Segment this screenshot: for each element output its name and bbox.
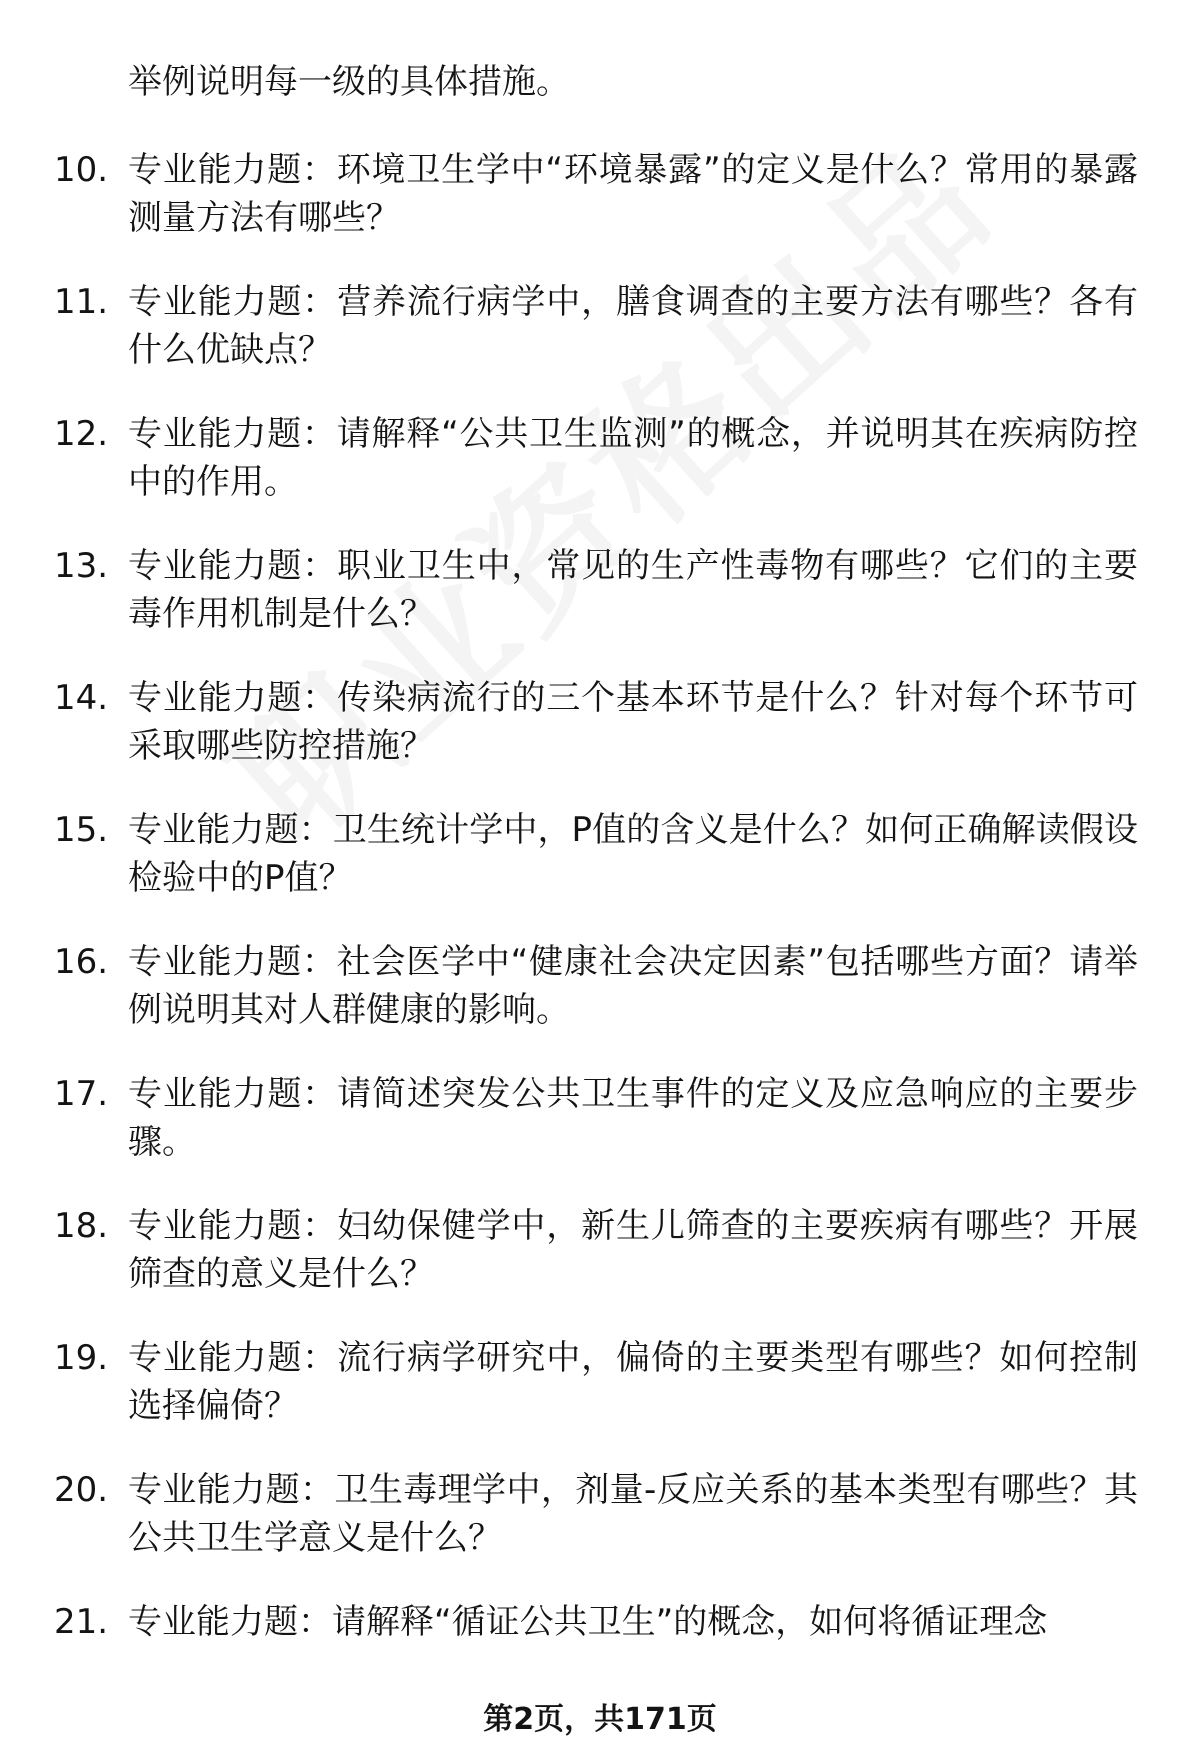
question-item xyxy=(0,140,1200,272)
question-text: 专业能力题：请简述突发公共卫生事件的定义及应急响应的主要步骤。 xyxy=(128,1074,1138,1162)
question-item xyxy=(0,272,1200,404)
question-item xyxy=(0,1328,1200,1460)
question-number: 13. xyxy=(54,546,109,586)
question-list xyxy=(0,140,1200,1724)
question-text: 专业能力题：妇幼保健学中，新生儿筛查的主要疾病有哪些？开展筛查的意义是什么？ xyxy=(128,1206,1138,1294)
question-text: 专业能力题：环境卫生学中“环境暴露”的定义是什么？常用的暴露测量方法有哪些？ xyxy=(128,150,1138,238)
question-item xyxy=(0,1460,1200,1592)
question-text: 专业能力题：流行病学研究中，偏倚的主要类型有哪些？如何控制选择偏倚？ xyxy=(128,1338,1138,1426)
continuation-text: 举例说明每一级的具体措施。 xyxy=(128,62,570,102)
question-number: 17. xyxy=(54,1074,109,1114)
question-item xyxy=(0,1196,1200,1328)
question-number: 15. xyxy=(54,810,109,850)
question-item xyxy=(0,1064,1200,1196)
question-number: 19. xyxy=(54,1338,109,1378)
question-text: 专业能力题：卫生毒理学中，剂量-反应关系的基本类型有哪些？其公共卫生学意义是什么？ xyxy=(128,1470,1138,1558)
question-number: 21. xyxy=(54,1602,109,1642)
question-item xyxy=(0,536,1200,668)
question-number: 10. xyxy=(54,150,109,190)
question-number: 16. xyxy=(54,942,109,982)
question-number: 20. xyxy=(54,1470,109,1510)
question-item xyxy=(0,800,1200,932)
question-text: 专业能力题：营养流行病学中，膳食调查的主要方法有哪些？各有什么优缺点？ xyxy=(128,282,1138,370)
question-text: 专业能力题：卫生统计学中，P值的含义是什么？如何正确解读假设检验中的P值？ xyxy=(128,810,1138,898)
question-item xyxy=(0,668,1200,800)
question-number: 11. xyxy=(54,282,109,322)
question-item xyxy=(0,932,1200,1064)
question-number: 14. xyxy=(54,678,109,718)
question-text: 专业能力题：请解释“循证公共卫生”的概念，如何将循证理念 xyxy=(128,1602,1048,1642)
page-footer: 第2页，共171页 xyxy=(483,1702,717,1737)
question-number: 12. xyxy=(54,414,109,454)
question-text: 专业能力题：职业卫生中，常见的生产性毒物有哪些？它们的主要毒作用机制是什么？ xyxy=(128,546,1138,634)
question-text: 专业能力题：社会医学中“健康社会决定因素”包括哪些方面？请举例说明其对人群健康的影响。 xyxy=(128,942,1138,1030)
question-number: 18. xyxy=(54,1206,109,1246)
question-text: 专业能力题：传染病流行的三个基本环节是什么？针对每个环节可采取哪些防控措施？ xyxy=(128,678,1138,766)
question-item xyxy=(0,404,1200,536)
question-text: 专业能力题：请解释“公共卫生监测”的概念，并说明其在疾病防控中的作用。 xyxy=(128,414,1138,502)
